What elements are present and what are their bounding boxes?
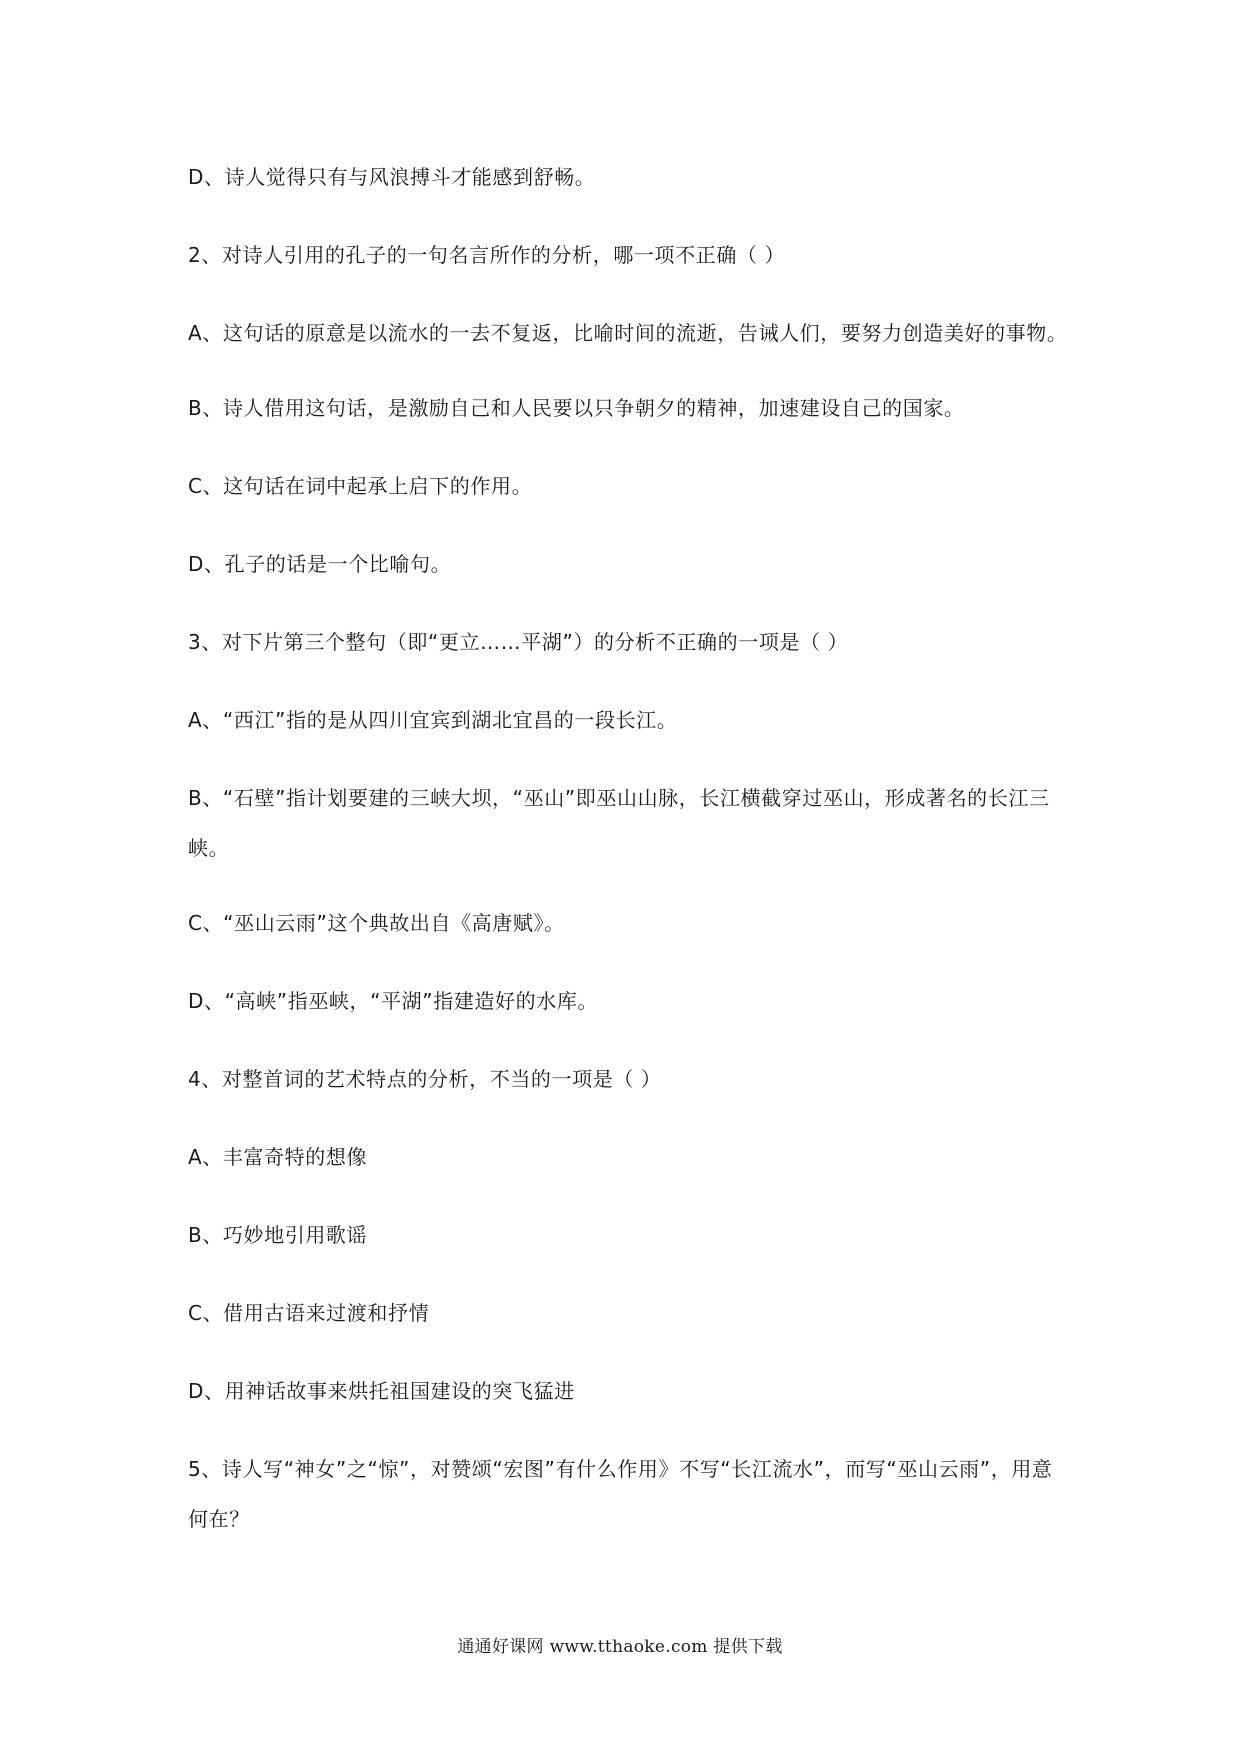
question-4: 4、对整首词的艺术特点的分析，不当的一项是（ ） [188, 1067, 662, 1091]
option-a-q3: A、“西江”指的是从四川宜宾到湖北宜昌的一段长江。 [188, 708, 678, 732]
option-d-q3: D、“高峡”指巫峡，“平湖”指建造好的水库。 [188, 989, 599, 1013]
option-b-q4: B、巧妙地引用歌谣 [188, 1223, 368, 1247]
option-d-q2: D、孔子的话是一个比喻句。 [188, 552, 452, 576]
option-a-q2: A、这句话的原意是以流水的一去不复返，比喻时间的流逝，告诫人们，要努力创造美好的事物。 [188, 321, 1068, 345]
option-a-q4: A、丰富奇特的想像 [188, 1145, 368, 1169]
option-b-q2: B、诗人借用这句话，是激励自己和人民要以只争朝夕的精神，加速建设自己的国家。 [188, 396, 965, 420]
option-d-q4: D、用神话故事来烘托祖国建设的突飞猛进 [188, 1379, 575, 1403]
question-5: 5、诗人写“神女”之“惊”，对赞颂“宏图”有什么作用》不写“长江流水”，而写“巫山云雨”，用意何在？ [188, 1457, 1053, 1531]
question-3: 3、对下片第三个整句（即“更立……平湖”）的分析不正确的一项是（ ） [188, 630, 849, 654]
page-footer: 通通好课网 www.tthaoke.com 提供下载 [457, 1637, 783, 1657]
option-b-q3: B、“石壁”指计划要建的三峡大坝，“巫山”即巫山山脉，长江横截穿过巫山，形成著名的长江三峡。 [188, 786, 1050, 860]
option-d-q1: D、诗人觉得只有与风浪搏斗才能感到舒畅。 [188, 165, 596, 189]
option-c-q2: C、这句话在词中起承上启下的作用。 [188, 474, 533, 498]
option-c-q4: C、借用古语来过渡和抒情 [188, 1301, 430, 1325]
question-content [188, 152, 1068, 1572]
question-2: 2、对诗人引用的孔子的一句名言所作的分析，哪一项不正确（ ） [188, 243, 786, 267]
option-c-q3: C、“巫山云雨”这个典故出自《高唐赋》。 [188, 911, 565, 935]
